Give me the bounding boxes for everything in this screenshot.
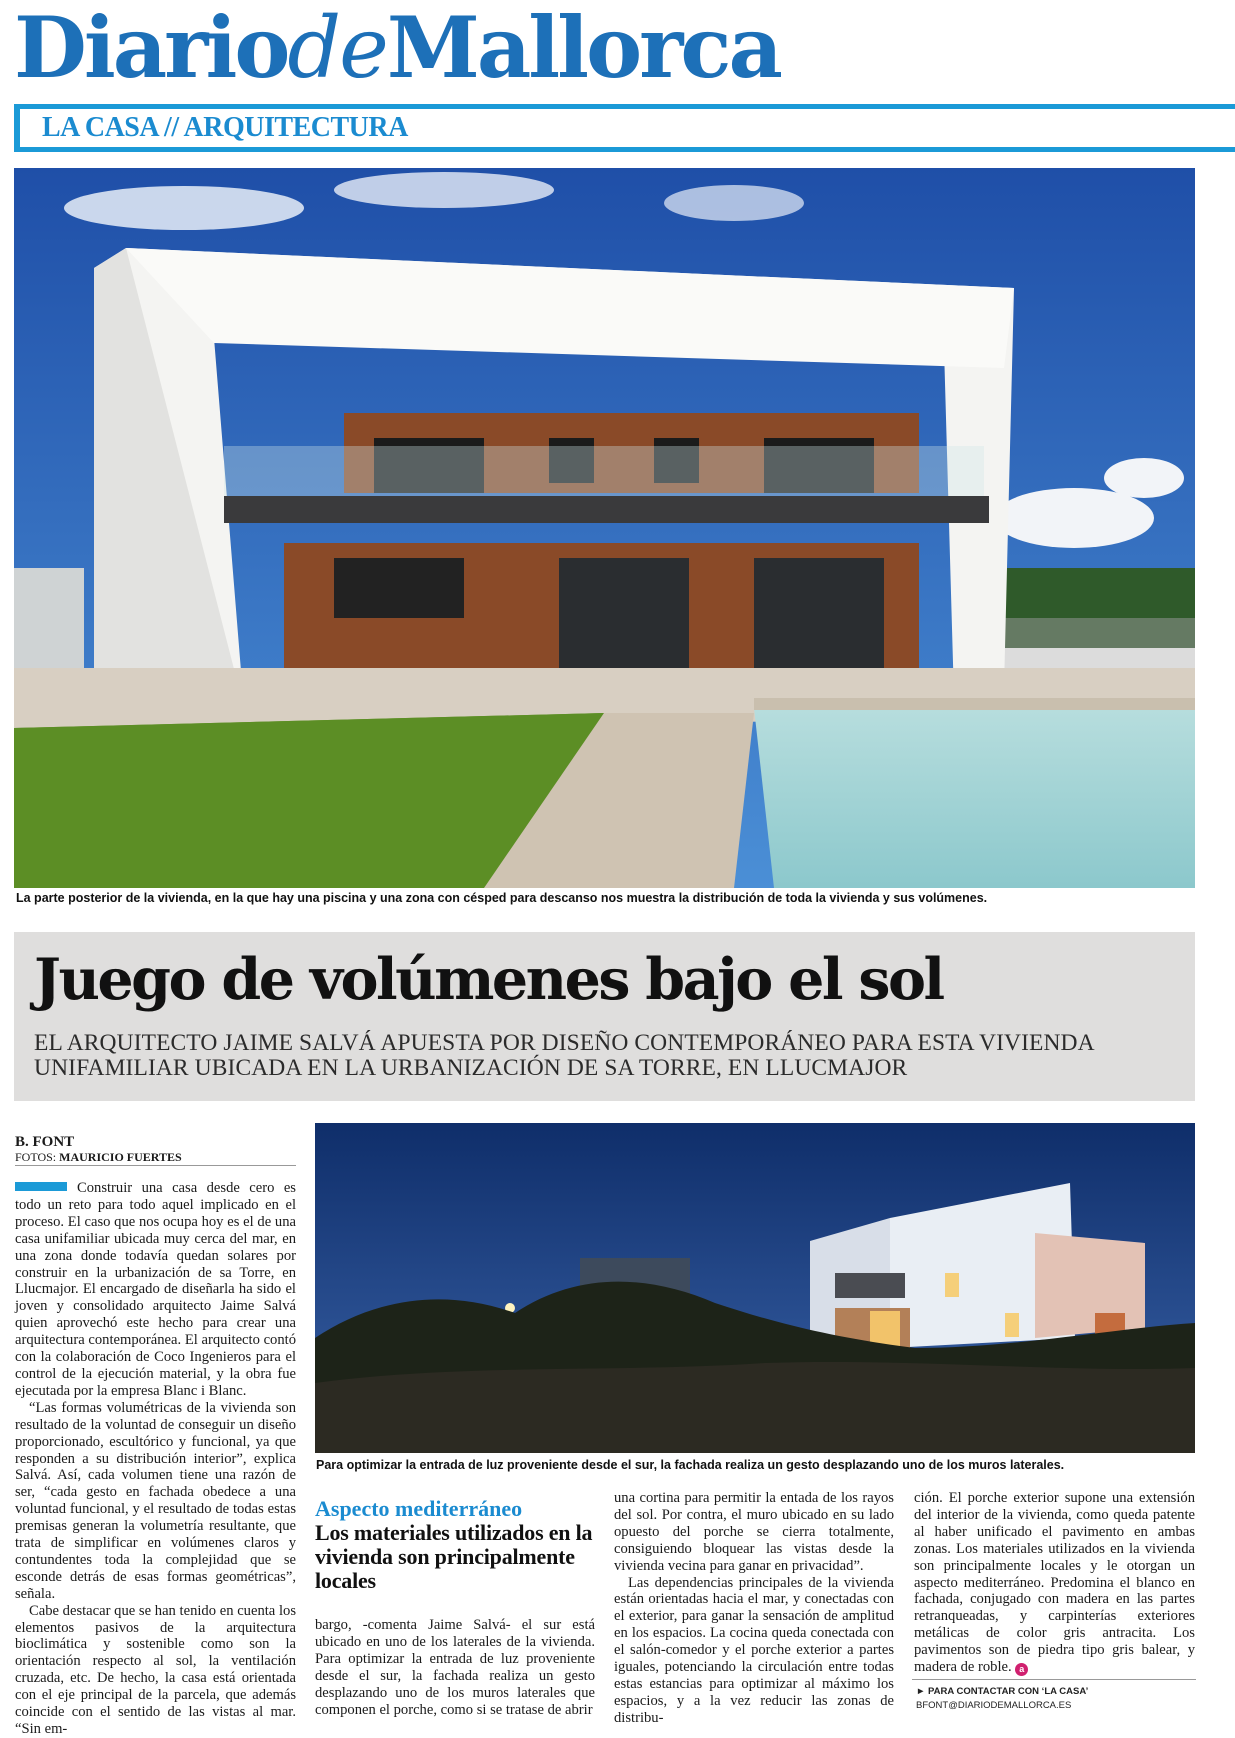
top-photo-caption: La parte posterior de la vivienda, en la que hay una piscina y una zona con césped para descanso nos muestra la distribución de toda la vivienda y sus volúmenes. <box>16 891 988 905</box>
end-of-article-icon: a <box>1015 1663 1028 1676</box>
byline-author: B. FONT <box>15 1134 75 1150</box>
masthead-word-2: de <box>287 0 387 97</box>
house-rear-photo <box>14 168 1195 888</box>
night-photo-caption: Para optimizar la entrada de luz proveniente desde el sur, la fachada realiza un gesto desplazando uno de los muros laterales. <box>316 1458 1065 1472</box>
byline-photos <box>15 1150 182 1165</box>
house-rear-illustration <box>14 168 1195 888</box>
column-4 <box>914 1490 1195 1676</box>
paragraph-text: ción. El porche exterior supone una extensión del interior de la vivienda, como queda patente al haber unificado el pavimento en ambas zonas. Los materiales utilizados en la vivienda son principalmente locales y le otorgan un aspecto mediterráneo. Predomina el blanco en fachada, conjugado con madera en las partes retranqueadas, y carpinterías exteriores metálicas de color gris antracita. Los pavimentos son de piedra tipo gris balear, y madera de roble. <box>914 1490 1195 1676</box>
section-bar <box>14 104 1235 152</box>
photos-label: FOTOS: <box>15 1150 57 1164</box>
headline-box <box>14 932 1195 1101</box>
byline <box>15 1134 182 1165</box>
column-1 <box>15 1180 296 1738</box>
paragraph: “Las formas volumétricas de la vivienda son resultado de la voluntad de conseguir un diseño proporcionado, escultórico y funcional, ya que responden a su distribución interior”, explica Salvá. Así, cada volumen tiene una razón de ser, “cada gesto en fachada obedece a una voluntad funcional, y el resultado de todas estas premisas generan la volumetría resultante, que trata de simplificar en volúmenes claros y contundentes toda la complejidad que se esconde detrás de esas formas geométricas”, señala. <box>15 1399 296 1602</box>
paragraph: bargo, -comenta Jaime Salvá- el sur está ubicado en uno de los laterales de la vivienda. Para optimizar la entrada de luz proveniente desde el sur, la fachada realiza un gesto desplazando uno de los muros laterales que componen el porche, como si se tratase de abrir <box>315 1617 595 1718</box>
headline: Juego de volúmenes bajo el sol <box>34 946 943 1013</box>
column-2 <box>315 1617 595 1718</box>
contact-box <box>916 1685 1088 1713</box>
subhead-text: Los materiales utilizados en la vivienda son principalmente locales <box>315 1520 593 1593</box>
paragraph: una cortina para permitir la entada de los rayos del sol. Por contra, el muro ubicado en su lado opuesto del porche se cierra totalmente, consiguiendo bloquear las vistas desde la vivienda vecina para ganar en privacidad”. <box>614 1490 894 1574</box>
masthead-word-3: Mallorca <box>386 0 780 97</box>
section-bar-inner <box>20 109 1235 147</box>
paragraph: Cabe destacar que se han tenido en cuenta los elementos pasivos de la arquitectura bioclimática y sostenible como son la orientación respecto al sol, la ventilación cruzada, etc. De hecho, la casa está orientada con el eje principal de la parcela, que además coincide con el sentido de las vistas al mar. “Sin em- <box>15 1602 296 1737</box>
house-night-illustration <box>315 1123 1195 1453</box>
paragraph <box>914 1490 1195 1676</box>
contact-email[interactable]: BFONT@DIARIODEMALLORCA.ES <box>916 1700 1072 1711</box>
contact-rule <box>912 1679 1196 1680</box>
paragraph: Las dependencias principales de la vivienda están orientadas hacia el mar, y conectadas con el exterior, para ganar la sensación de amplitud en los espacios. La cocina queda conectada con el salón-comedor y el porche exterior a partes iguales, potenciando la circulación entre todas estas estancias para optimizar al máximo los espacios, y a la vez reducir las zonas de distribu- <box>614 1574 894 1726</box>
deck: EL ARQUITECTO JAIME SALVÁ APUESTA POR DISEÑO CONTEMPORÁNEO PARA ESTA VIVIENDA UNIFAMILIAR UBICADA EN LA URBANIZACIÓN DE SA TORRE, EN LLUCMAJOR <box>34 1030 1094 1081</box>
column-3 <box>614 1490 894 1727</box>
photos-credit: MAURICIO FUERTES <box>59 1150 182 1164</box>
subhead <box>315 1497 595 1593</box>
contact-label: ► PARA CONTACTAR CON ‘LA CASA’ <box>916 1686 1089 1697</box>
paragraph-text: Construir una casa desde cero es todo un reto para todo aquel implicado en el proceso. El caso que nos ocupa hoy es el de una casa unifamiliar ubicada muy cerca del mar, en una zona donde todavía quedan solares por construir en la urbanización de sa Torre, en Llucmajor. El encargado de diseñarla ha sido el joven y consolidado arquitecto Jaime Salvá quien aprovechó este hecho para crear una arquitectura contemporánea. El arquitecto contó con la colaboración de Coco Ingenieros para el control de la ejecución material, y la obra fue ejecutada por la empresa Blanc i Blanc. <box>15 1180 296 1399</box>
masthead-word-1: Diario <box>14 0 288 97</box>
paragraph <box>15 1180 296 1400</box>
house-night-photo <box>315 1123 1195 1453</box>
lead-marker <box>15 1182 67 1191</box>
subhead-kicker: Aspecto mediterráneo <box>315 1496 523 1521</box>
masthead-logo <box>14 0 914 96</box>
byline-rule <box>15 1165 296 1166</box>
section-label: LA CASA // ARQUITECTURA <box>42 112 408 143</box>
